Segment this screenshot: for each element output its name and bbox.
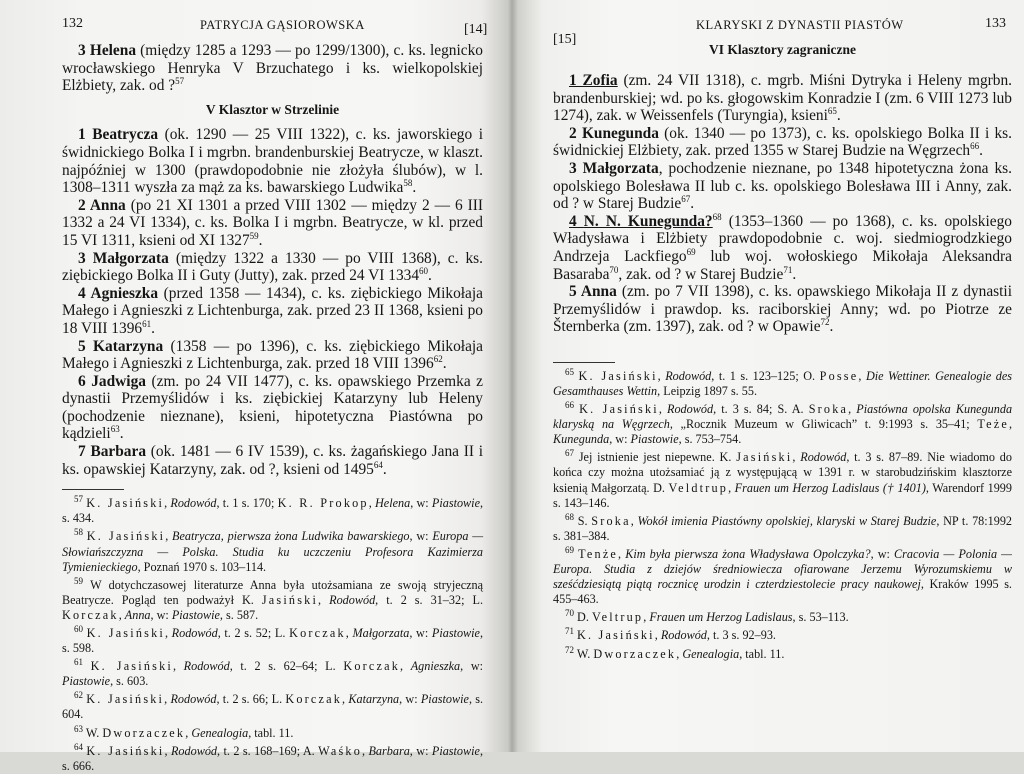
footnote-ref: 62 [433, 353, 443, 364]
footnote-text: , t. 1 s. 170; [216, 496, 278, 511]
footnote-text: , w: [409, 626, 432, 640]
right-entry-2 [553, 125, 1012, 160]
footnote-text: , [165, 529, 173, 544]
footnote-57 [62, 496, 483, 526]
footnote-text: W. [85, 725, 103, 740]
footnote-63 [62, 723, 483, 741]
footnote-text: , t. 2 s. 62–64; L. [229, 659, 344, 674]
footnote-61 [62, 659, 483, 689]
footnote-ref: 60 [419, 266, 429, 276]
footnote-58 [62, 529, 483, 574]
footnote-ref: 72 [820, 317, 830, 328]
entry-text: (zm. 24 VII 1318), c. mgrb. Miśni Dytryka i Heleny mgrbn. brandenburskiej; wd. po ks. głogowskim Konradzie I (zm. 6 VIII 1273 lub 1274), zak. w Weissenfels (Turyngia), ksieni [553, 72, 1013, 125]
footnote-text: S. [577, 513, 592, 528]
right-page-number: 133 [985, 16, 1006, 31]
footnote-text: Jej istnienie jest niepewne. K. [578, 450, 737, 465]
footnote-67 [553, 450, 1012, 510]
footnote-author: Veltrup [591, 610, 644, 625]
entry-tail: . [792, 265, 797, 283]
entry-name-text: Agnieszka [90, 284, 159, 302]
footnote-71 [553, 628, 1012, 643]
footnote-text: , [630, 513, 638, 528]
footnote-number: 71 [565, 626, 574, 637]
entry-name-text: Anna [580, 283, 617, 301]
footnote-text: , NP t. 78:1992 s. 381–384. [553, 513, 1013, 543]
footnote-text: , [345, 626, 353, 640]
footnote-author: K. Jasiński [86, 496, 165, 511]
footnote-author: Waśko [318, 743, 363, 758]
footnote-number: 67 [565, 448, 574, 459]
entry-name-text: Katarzyna [93, 337, 164, 355]
footnote-number: 58 [74, 527, 83, 538]
footnote-59 [62, 575, 484, 623]
footnote-text: , s. 598. [62, 626, 484, 656]
entry-text: (ok. 1340 — po 1373), c. ks. opolskiego Bolka II i ks. świdnickiej Elżbiety, zak. przed 1355 w Starej Budzie na Węgrzech [553, 124, 1012, 160]
entry-tail: . [258, 231, 263, 249]
footnote-title: Frauen um Herzog Ladislaus († 1401) [734, 480, 926, 495]
right-entry-5 [553, 283, 1012, 336]
footnote-title: Barbara [368, 743, 410, 758]
footnote-text: , [342, 692, 349, 707]
footnote-title: Rodowód [667, 402, 714, 417]
left-entry-list [62, 126, 483, 478]
left-running-head [62, 16, 488, 42]
footnote-70 [553, 610, 1012, 625]
footnote-title: Piastówna opolska Kunegunda klaryską na Węgrzech [553, 402, 1013, 432]
footnote-title: Genealogia [682, 646, 740, 661]
footnote-title: Rodowód [800, 450, 847, 465]
entry-name-text: Małgorzata [582, 159, 659, 177]
footnote-number: 72 [565, 644, 574, 655]
entry-name-text: Jadwiga [91, 372, 146, 390]
left-entry-2 [62, 197, 483, 250]
entry-name: 3 Małgorzata [569, 159, 659, 177]
footnote-author: Posse [819, 368, 859, 383]
footnote-ref: 58 [403, 178, 413, 189]
entry-name-text: N. N. Kunegunda? [583, 212, 713, 230]
footnote-69 [553, 544, 1013, 607]
footnote-60 [62, 623, 484, 656]
entry-name-text: Barbara [90, 443, 147, 461]
footnote-author: K. R. Prokop [277, 496, 369, 511]
right-page [527, 0, 1024, 752]
footnote-author: Jasiński [736, 450, 793, 465]
footnote-title: Agnieszka [410, 659, 461, 674]
entry-name-text: Zofia [582, 72, 618, 89]
footnote-text: , [618, 546, 626, 561]
left-entry-4 [62, 285, 483, 338]
footnote-text: W dotychczasowej literaturze Anna była utożsamiana ze swoją stryjeczną Beatrycze. Pogląd ten podważył K. [62, 577, 484, 607]
footnote-text: , s. 604. [62, 692, 484, 722]
footnote-text: , t. 2 s. 66; L. [216, 692, 286, 707]
footnote-text: , [118, 607, 125, 622]
left-entries [62, 42, 483, 478]
footnote-title: Die Wettiner. Genealogie des Gesamthauses Wettin [553, 368, 1013, 398]
footnote-text: , w: [399, 692, 421, 707]
footnote-text: , „Rocznik Muzeum w Gliwicach” t. 9:1993 s. 35–41; [669, 417, 978, 432]
footnote-title: Piastowie [171, 607, 220, 622]
footnote-text: , t. 3 s. 92–93. [706, 628, 776, 643]
footnote-ref: 67 [681, 194, 691, 205]
entry-text: (ok. 1481 — 6 IV 1539), c. ks. żagańskiego Jana II i ks. opawskiej Katarzyny, zak. od ?, ksieni od 1495 [62, 443, 483, 478]
footnote-title: Europa — Słowiańszczyzna — Polska. Studia ku uczczeniu Profesora Kazimierza Tymienieckiego [62, 529, 484, 574]
footnote-text: , [185, 725, 192, 740]
footnote-text: , [368, 496, 375, 511]
entry-tail: . [829, 318, 834, 336]
footnote-title: Cracovia — Polonia — Europa. Studia z dziejów średniowiecza ofiarowane Jerzemu Wyrozumskiemu w sześćdziesiątą piątą rocznicę urodzin i czterdziestolecie pracy naukowej [553, 546, 1013, 592]
entry-text: (ok. 1290 — 25 VIII 1322), c. ks. jaworskiego i świdnickiego Bolka I i mgrbn. brandenburskiej Beatrycze, w klaszt. najpóźniej w 1300 (prawdopodobnie nie złożyła ślubów), w l. 1308–1311 wyszła za mąż za ks. bawarskiego Ludwika [62, 126, 483, 197]
footnote-author: K. Jasiński [86, 626, 165, 640]
entry-tail: . [428, 267, 432, 285]
footnote-text: , s. 53–113. [792, 610, 849, 625]
entry-tail: . [119, 425, 124, 443]
entry-name: 6 Jadwiga [78, 372, 146, 390]
footnote-text: , [643, 610, 650, 625]
footnote-72 [553, 644, 1012, 662]
entry-text: (po 21 XI 1301 a przed VIII 1302 — między 2 — 6 III 1332 a 24 VI 1334), c. ks. Bolka I i mgrbn. Beatrycze, w kl. przed 15 VI 1311, ksieni od XI 1327 [62, 196, 483, 249]
footnote-text: , w: [409, 529, 433, 544]
footnote-ref: 71 [783, 264, 793, 275]
footnote-number: 62 [74, 690, 83, 701]
footnote-author: Korczak [285, 692, 343, 707]
footnote-title: Beatrycza, pierwsza żona Ludwika bawarskiego [172, 529, 410, 544]
footnote-title: Piastowie [630, 432, 679, 447]
right-section-title: VI Klasztory zagraniczne [709, 42, 856, 57]
entry-text: , pochodzenie nieznane, po 1348 hipotetyczna żona ks. opolskiego Bolesława II lub c. ks. opolskiego Bolesława III i Anny, zak. od ? w Starej Budzie [553, 159, 1012, 213]
entry-name-text: Kunegunda [581, 124, 659, 142]
footnote-text: , tabl. 11. [739, 646, 785, 661]
footnote-text: , [654, 628, 661, 643]
right-footnote-rule [553, 362, 615, 363]
left-page [0, 0, 505, 773]
entry-text: (1353–1360 — po 1368), c. ks. opolskiego Władysława i Elżbiety prawdopodobnie c. woj. siedmiogrodzkiego Andrzeja Lackfiego [553, 212, 1012, 265]
footnote-text: , w: [609, 432, 631, 447]
left-section-title: V Klasztor w Strzelinie [205, 101, 340, 117]
left-footnotes [62, 496, 483, 774]
footnote-title: Rodowód [329, 592, 376, 607]
footnote-title: Piastowie [431, 626, 480, 640]
footnote-text: , [362, 743, 369, 758]
footnote-68 [553, 511, 1013, 544]
left-entry-3 [62, 250, 483, 285]
footnote-text: W. [576, 646, 594, 661]
entry-name: 1 Beatrycza [78, 126, 159, 144]
footnote-text: , w: [150, 607, 172, 622]
footnote-ref: 63 [110, 424, 120, 435]
right-entry-list [553, 72, 1012, 336]
footnote-author: K. Jasiński [577, 628, 655, 643]
entry-tail: . [442, 355, 447, 373]
footnote-author: Sroka [808, 402, 849, 417]
footnote-title: Piastowie [431, 743, 480, 758]
footnote-title: Rodowód [665, 368, 712, 383]
footnote-author: Dworzaczek [102, 725, 186, 740]
footnote-text: , [658, 402, 668, 417]
footnote-title: Wokół imienia Piastówny opolskiej, klaryski w Starej Budzie [637, 513, 937, 528]
footnote-author: K. Jasiński [86, 692, 165, 707]
footnote-text: , t. 3 s. 87–89. Nie wiadomo do końca czy można utożsamiać ją z występującą w 1391 r. w starobudzińskim klasztorze ksienią Małgorzatą. D. [553, 450, 1012, 495]
entry-text: (zm. po 24 VII 1477), c. ks. opawskiego Przemka z dynastii Przemyślidów i ks. ziębickiej Katarzyny lub Heleny (pochodzenie nieznane), ksieni, hipotetyczna Piastówna po kądzieli [62, 372, 484, 443]
left-running-title: PATRYCJA GĄSIOROWSKA [200, 18, 365, 32]
entry-tail: . [382, 460, 387, 478]
footnote-ref: 65 [827, 106, 837, 117]
footnote-title: Rodowód [170, 743, 218, 758]
entry-name: 5 Katarzyna [78, 337, 164, 355]
footnote-text: , Poznań 1970 s. 103–114. [137, 559, 267, 574]
footnote-62 [62, 692, 483, 722]
footnote-text: , [318, 592, 330, 607]
entry-name: 5 Anna [569, 283, 617, 301]
footnote-text: , s. 603. [110, 674, 149, 689]
footnote-text: , s. 434. [62, 496, 484, 526]
footnote-text: , [657, 368, 666, 383]
footnote-text: , [676, 646, 683, 661]
entry-text: , zak. od ? w Starej Budzie [618, 265, 784, 283]
right-running-head [553, 16, 1012, 47]
footnote-author: K. Jasiński [578, 368, 658, 383]
footnote-text: , [728, 480, 735, 495]
footnote-title: Rodowód [660, 628, 707, 643]
footnote-text: , w: [870, 546, 895, 561]
footnote-author: Korczak [289, 626, 346, 640]
entry-text: (między 1322 a 1330 — po VIII 1368), c. ks. ziębickiego Bolka II i Guty (Jutty), zak. przed 24 VI 1334 [62, 249, 483, 285]
left-entry-1 [62, 126, 483, 196]
footnote-65 [553, 366, 1013, 399]
footnote-number: 69 [565, 544, 574, 555]
left-entry-5 [62, 338, 483, 373]
footnote-title: Rodowód [170, 692, 217, 707]
right-footnotes [553, 366, 1013, 662]
footnote-title: Anna [124, 607, 151, 622]
footnote-text: , w: [409, 743, 432, 758]
entry-tail: . [690, 195, 695, 213]
footnote-author: Tenże [578, 546, 619, 561]
footnote-text: , s. 753–754. [678, 432, 742, 447]
right-entry-3 [553, 160, 1012, 213]
footnote-text: , t. 2 s. 52; L. [217, 626, 290, 640]
right-entry-4 [553, 213, 1012, 283]
footnote-author: Jasiński [261, 592, 319, 607]
footnote-text: , t. 2 s. 31–32; L. [375, 592, 483, 607]
footnote-text: , t. 1 s. 123–125; O. [711, 368, 820, 383]
footnote-text: , t. 3 s. 84; S. A. [713, 402, 809, 417]
footnote-number: 60 [74, 623, 83, 634]
footnote-title: Rodowód [170, 496, 217, 511]
footnote-title: Piastowie [420, 692, 469, 707]
footnote-author: Teże [977, 417, 1009, 432]
footnote-number: 65 [565, 366, 574, 377]
footnote-title: Genealogia [191, 725, 249, 740]
footnote-title: Kim była pierwsza żona Władysława Opolczyka? [625, 546, 871, 561]
footnote-text: , [858, 368, 866, 383]
footnote-number: 66 [565, 400, 574, 411]
left-entry-6 [62, 373, 483, 443]
footnote-text: , Warendorf 1999 s. 143–146. [553, 480, 1012, 510]
entry-text: (przed 1358 — 1434), c. ks. ziębickiego Mikołaja Małego i Agnieszki z Lichtenburga, zak. przed 23 II 1368, ksieni po 18 VIII 1396 [62, 284, 483, 337]
entry-tail: . [979, 142, 983, 160]
footnote-author: K. Jasiński [86, 529, 166, 544]
entry-name: 2 Kunegunda [569, 124, 659, 142]
entry-name: 1 Zofia [569, 72, 618, 89]
footnote-text: , [164, 496, 171, 511]
right-entry-1 [553, 72, 1012, 125]
footnote-title: Kunegunda [553, 432, 610, 447]
footnote-author: K. Jasiński [90, 659, 173, 674]
footnote-number: 63 [74, 723, 83, 734]
footnote-number: 70 [565, 608, 574, 619]
footnote-title: Katarzyna [348, 692, 400, 707]
footnote-text: , t. 2 s. 168–169; A. [217, 743, 319, 758]
left-page-number: 132 [62, 16, 83, 31]
footnote-ref: 64 [373, 459, 383, 470]
intro-entry: 3 Helena (między 1285 a 1293 — po 1299/1300), c. ks. legnicko wrocławskiego Henryka V Brzuchatego i ks. wielkopolskiej Elżbiety, zak. od ?$^{57}$ [62, 42, 483, 95]
footnote-number: 68 [565, 511, 574, 522]
footnote-ref: 68 [712, 211, 722, 222]
footnote-text: D. [577, 610, 592, 625]
footnote-text: , s. 666. [62, 743, 483, 773]
footnote-title: Rodowód [171, 626, 218, 640]
footnote-text: , w: [460, 659, 484, 674]
right-bracket-number: [15] [553, 32, 577, 47]
footnote-author: Korczak [343, 659, 400, 674]
footnote-64 [62, 741, 483, 774]
entry-name: 3 Małgorzata [78, 249, 169, 267]
entry-name: 4 N. N. Kunegunda? [569, 212, 713, 230]
entry-name: 4 Agnieszka [78, 284, 159, 302]
footnote-text: , Leipzig 1897 s. 55. [657, 384, 758, 398]
footnote-text: , [400, 659, 411, 674]
footnote-number: 61 [74, 657, 83, 668]
entry-name-text: Beatrycza [92, 126, 159, 144]
footnote-author: Veldtrup [668, 480, 729, 495]
entry-text: lub woj. wołoskiego Mikołaja Aleksandra Basaraba [553, 247, 1012, 283]
footnote-text: , Kraków 1995 s. 455–463. [553, 577, 1012, 607]
footnote-text: , [792, 450, 801, 465]
footnote-text: , [164, 626, 172, 640]
footnote-text: , [172, 659, 184, 674]
left-entry-7 [62, 443, 483, 478]
entry-text: (zm. po 7 VII 1398), c. ks. opawskiego Mikołaja II z dynastii Przemyślidów i prawdop. ks. raciborskiej Anny; wd. po Piotrze ze Šternberka (zm. 1397), zak. od ? w Opawie [553, 283, 1012, 336]
footnote-author: Dworzaczek [593, 646, 677, 661]
footnote-ref: 66 [970, 141, 980, 152]
footnote-number: 64 [74, 741, 83, 752]
footnote-number: 57 [74, 494, 83, 505]
footnote-title: Rodowód [183, 659, 230, 674]
footnote-text: , s. 587. [219, 607, 259, 622]
entry-tail: . [151, 319, 155, 337]
entry-tail: . [836, 107, 841, 125]
entry-tail: . [412, 179, 417, 197]
left-bracket-number: [14] [464, 22, 488, 37]
footnote-ref: 69 [686, 246, 696, 257]
footnote-text: , tabl. 11. [248, 725, 294, 740]
footnote-author: Korczak [62, 607, 119, 622]
footnote-text: , w: [410, 496, 432, 511]
entry-name-text: Anna [89, 196, 126, 214]
footnote-text: , [848, 402, 857, 417]
left-footnote-rule [62, 489, 124, 490]
entry-name: 7 Barbara [78, 443, 147, 461]
footnote-ref: 70 [609, 264, 619, 275]
footnote-author: K. Jasiński [86, 743, 165, 758]
footnote-title: Helena [375, 496, 411, 511]
footnote-ref: 59 [249, 230, 259, 241]
footnote-number: 59 [74, 575, 83, 586]
footnote-text: , [1008, 417, 1013, 432]
footnote-text: , [164, 743, 171, 758]
footnote-author: Sroka [591, 513, 631, 528]
footnote-title: Piastowie [62, 674, 111, 689]
footnote-title: Frauen um Herzog Ladislaus [649, 610, 793, 625]
footnote-title: Małgorzata [352, 626, 410, 640]
footnote-title: Piastowie [431, 496, 480, 511]
footnote-66 [553, 402, 1012, 447]
entry-text: (1358 — po 1396), c. ks. ziębickiego Mikołaja Małego i Agnieszki z Lichtenburga, zak. przed 18 VIII 1396 [62, 337, 484, 373]
footnote-author: K. Jasiński [579, 402, 659, 417]
footnote-text: , [164, 692, 171, 707]
entry-name-text: Małgorzata [92, 249, 169, 267]
right-running-title: KLARYSKI Z DYNASTII PIASTÓW [696, 18, 904, 32]
footnote-ref: 61 [142, 318, 152, 329]
entry-name: 2 Anna [78, 196, 126, 214]
